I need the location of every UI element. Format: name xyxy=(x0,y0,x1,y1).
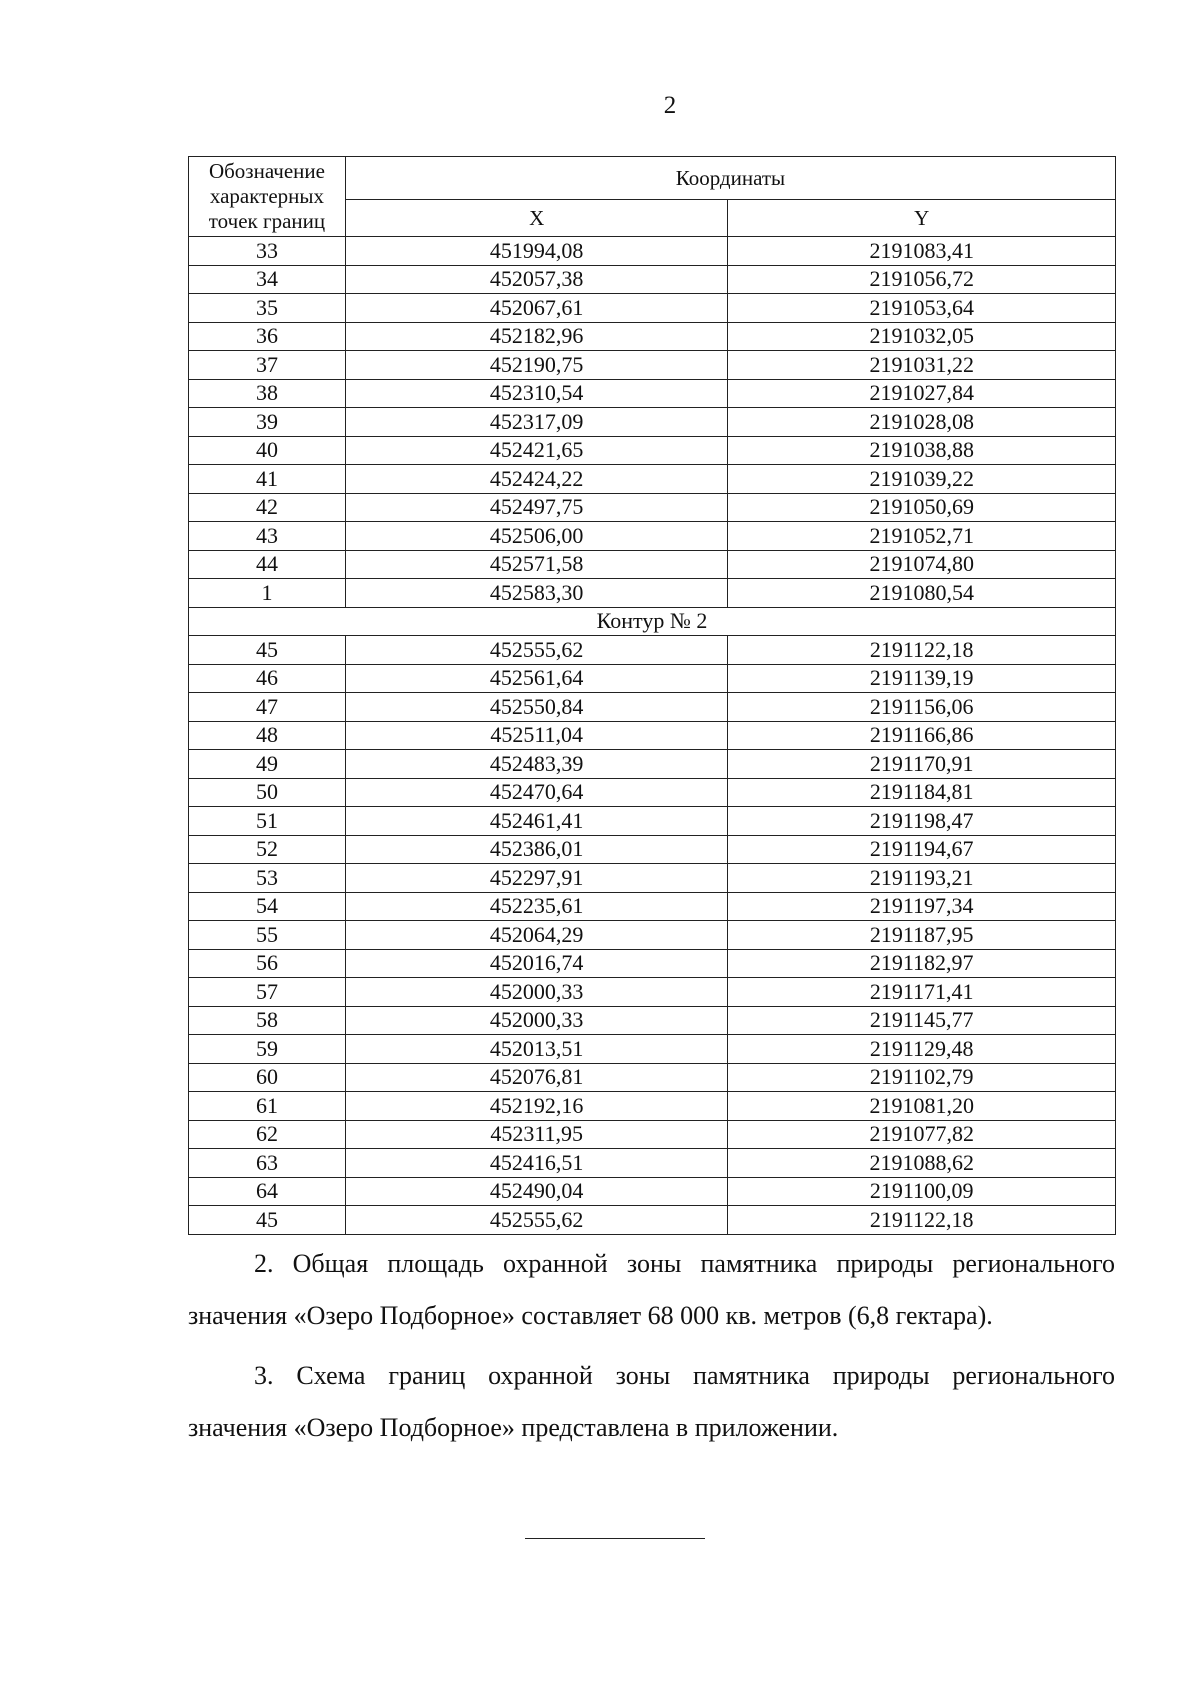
table-row xyxy=(189,1149,1116,1178)
page-number: 2 xyxy=(663,92,677,119)
y-cell: 2191039,22 xyxy=(728,465,1116,494)
table-row xyxy=(189,721,1116,750)
table-row xyxy=(189,664,1116,693)
point-cell: 33 xyxy=(189,237,346,266)
point-cell: 34 xyxy=(189,265,346,294)
table-row xyxy=(189,807,1116,836)
x-cell: 452016,74 xyxy=(345,949,728,978)
paragraph-total-area xyxy=(188,1238,1115,1342)
x-cell: 452192,16 xyxy=(345,1092,728,1121)
table-row xyxy=(189,835,1116,864)
x-cell: 452506,00 xyxy=(345,522,728,551)
table-body xyxy=(189,237,1116,1235)
y-cell: 2191122,18 xyxy=(728,1206,1116,1235)
x-cell: 452424,22 xyxy=(345,465,728,494)
x-cell: 451994,08 xyxy=(345,237,728,266)
point-cell: 52 xyxy=(189,835,346,864)
y-cell: 2191194,67 xyxy=(728,835,1116,864)
table-row xyxy=(189,892,1116,921)
table-row xyxy=(189,265,1116,294)
y-cell: 2191193,21 xyxy=(728,864,1116,893)
y-cell: 2191052,71 xyxy=(728,522,1116,551)
contour-2-label: Контур № 2 xyxy=(189,607,1116,636)
contour-row xyxy=(189,607,1116,636)
x-cell: 452000,33 xyxy=(345,1006,728,1035)
table-row xyxy=(189,921,1116,950)
table-row xyxy=(189,351,1116,380)
x-cell: 452416,51 xyxy=(345,1149,728,1178)
table-row xyxy=(189,294,1116,323)
x-cell: 452310,54 xyxy=(345,379,728,408)
table-row xyxy=(189,949,1116,978)
table-row xyxy=(189,522,1116,551)
point-cell: 55 xyxy=(189,921,346,950)
point-cell: 44 xyxy=(189,550,346,579)
header-y: Y xyxy=(728,200,1116,237)
point-cell: 58 xyxy=(189,1006,346,1035)
y-cell: 2191050,69 xyxy=(728,493,1116,522)
x-cell: 452511,04 xyxy=(345,721,728,750)
table-row xyxy=(189,1177,1116,1206)
y-cell: 2191053,64 xyxy=(728,294,1116,323)
header-x: X xyxy=(345,200,728,237)
table-row xyxy=(189,1063,1116,1092)
x-cell: 452470,64 xyxy=(345,778,728,807)
table-row xyxy=(189,550,1116,579)
table-row xyxy=(189,408,1116,437)
y-cell: 2191187,95 xyxy=(728,921,1116,950)
paragraph-line: 3. Схема границ охранной зоны памятника природы регионального xyxy=(254,1361,1115,1390)
point-cell: 37 xyxy=(189,351,346,380)
x-cell: 452550,84 xyxy=(345,693,728,722)
y-cell: 2191122,18 xyxy=(728,636,1116,665)
point-cell: 38 xyxy=(189,379,346,408)
point-cell: 39 xyxy=(189,408,346,437)
y-cell: 2191083,41 xyxy=(728,237,1116,266)
x-cell: 452013,51 xyxy=(345,1035,728,1064)
table-row xyxy=(189,493,1116,522)
x-cell: 452421,65 xyxy=(345,436,728,465)
table-row xyxy=(189,465,1116,494)
table-row xyxy=(189,1120,1116,1149)
table-row xyxy=(189,322,1116,351)
table-row xyxy=(189,1006,1116,1035)
y-cell: 2191074,80 xyxy=(728,550,1116,579)
point-cell: 57 xyxy=(189,978,346,1007)
y-cell: 2191100,09 xyxy=(728,1177,1116,1206)
table-row xyxy=(189,1206,1116,1235)
point-cell: 45 xyxy=(189,636,346,665)
point-cell: 1 xyxy=(189,579,346,608)
point-cell: 43 xyxy=(189,522,346,551)
x-cell: 452064,29 xyxy=(345,921,728,950)
point-cell: 47 xyxy=(189,693,346,722)
x-cell: 452000,33 xyxy=(345,978,728,1007)
y-cell: 2191184,81 xyxy=(728,778,1116,807)
y-cell: 2191145,77 xyxy=(728,1006,1116,1035)
x-cell: 452076,81 xyxy=(345,1063,728,1092)
y-cell: 2191166,86 xyxy=(728,721,1116,750)
point-cell: 60 xyxy=(189,1063,346,1092)
point-cell: 59 xyxy=(189,1035,346,1064)
y-cell: 2191182,97 xyxy=(728,949,1116,978)
point-cell: 42 xyxy=(189,493,346,522)
point-cell: 62 xyxy=(189,1120,346,1149)
header-designation: Обозначение характерных точек границ xyxy=(189,157,346,237)
table-row xyxy=(189,750,1116,779)
point-cell: 50 xyxy=(189,778,346,807)
paragraph-line: значения «Озеро Подборное» составляет 68 000 кв. метров (6,8 гектара). xyxy=(188,1301,993,1330)
y-cell: 2191038,88 xyxy=(728,436,1116,465)
y-cell: 2191129,48 xyxy=(728,1035,1116,1064)
paragraph-line: 2. Общая площадь охранной зоны памятника природы регионального xyxy=(254,1249,1115,1278)
point-cell: 41 xyxy=(189,465,346,494)
y-cell: 2191081,20 xyxy=(728,1092,1116,1121)
x-cell: 452190,75 xyxy=(345,351,728,380)
point-cell: 49 xyxy=(189,750,346,779)
coordinates-table xyxy=(188,156,1116,1235)
end-divider xyxy=(525,1538,705,1539)
header-coordinates: Координаты xyxy=(345,157,1115,200)
x-cell: 452497,75 xyxy=(345,493,728,522)
point-cell: 46 xyxy=(189,664,346,693)
table-row xyxy=(189,864,1116,893)
y-cell: 2191102,79 xyxy=(728,1063,1116,1092)
x-cell: 452182,96 xyxy=(345,322,728,351)
y-cell: 2191156,06 xyxy=(728,693,1116,722)
table-row xyxy=(189,237,1116,266)
x-cell: 452067,61 xyxy=(345,294,728,323)
x-cell: 452583,30 xyxy=(345,579,728,608)
point-cell: 53 xyxy=(189,864,346,893)
y-cell: 2191028,08 xyxy=(728,408,1116,437)
point-cell: 40 xyxy=(189,436,346,465)
x-cell: 452461,41 xyxy=(345,807,728,836)
point-cell: 64 xyxy=(189,1177,346,1206)
x-cell: 452235,61 xyxy=(345,892,728,921)
table-row xyxy=(189,978,1116,1007)
point-cell: 48 xyxy=(189,721,346,750)
x-cell: 452386,01 xyxy=(345,835,728,864)
y-cell: 2191197,34 xyxy=(728,892,1116,921)
y-cell: 2191139,19 xyxy=(728,664,1116,693)
paragraph-line: значения «Озеро Подборное» представлена в приложении. xyxy=(188,1413,839,1442)
table-row xyxy=(189,579,1116,608)
x-cell: 452555,62 xyxy=(345,1206,728,1235)
x-cell: 452571,58 xyxy=(345,550,728,579)
table-row xyxy=(189,436,1116,465)
y-cell: 2191077,82 xyxy=(728,1120,1116,1149)
y-cell: 2191027,84 xyxy=(728,379,1116,408)
x-cell: 452297,91 xyxy=(345,864,728,893)
x-cell: 452490,04 xyxy=(345,1177,728,1206)
x-cell: 452561,64 xyxy=(345,664,728,693)
x-cell: 452483,39 xyxy=(345,750,728,779)
y-cell: 2191080,54 xyxy=(728,579,1116,608)
table-row xyxy=(189,693,1116,722)
y-cell: 2191032,05 xyxy=(728,322,1116,351)
point-cell: 61 xyxy=(189,1092,346,1121)
y-cell: 2191056,72 xyxy=(728,265,1116,294)
y-cell: 2191198,47 xyxy=(728,807,1116,836)
x-cell: 452057,38 xyxy=(345,265,728,294)
paragraph-scheme xyxy=(188,1350,1115,1454)
table-row xyxy=(189,1035,1116,1064)
x-cell: 452317,09 xyxy=(345,408,728,437)
point-cell: 45 xyxy=(189,1206,346,1235)
x-cell: 452311,95 xyxy=(345,1120,728,1149)
x-cell: 452555,62 xyxy=(345,636,728,665)
table-row xyxy=(189,379,1116,408)
point-cell: 51 xyxy=(189,807,346,836)
table-row xyxy=(189,778,1116,807)
point-cell: 35 xyxy=(189,294,346,323)
point-cell: 56 xyxy=(189,949,346,978)
y-cell: 2191031,22 xyxy=(728,351,1116,380)
point-cell: 36 xyxy=(189,322,346,351)
y-cell: 2191171,41 xyxy=(728,978,1116,1007)
y-cell: 2191170,91 xyxy=(728,750,1116,779)
table-row xyxy=(189,1092,1116,1121)
table-row xyxy=(189,636,1116,665)
point-cell: 63 xyxy=(189,1149,346,1178)
point-cell: 54 xyxy=(189,892,346,921)
y-cell: 2191088,62 xyxy=(728,1149,1116,1178)
